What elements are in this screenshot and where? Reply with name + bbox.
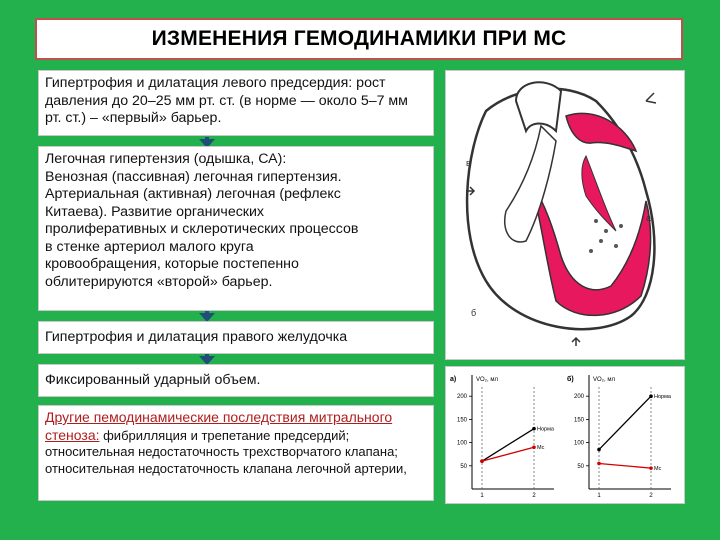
pulmonary-hypertension-box bbox=[38, 146, 434, 311]
page-title: ИЗМЕНЕНИЯ ГЕМОДИНАМИКИ ПРИ МС bbox=[151, 27, 567, 50]
chart-data-point bbox=[532, 427, 536, 431]
left-atrium-text: Гипертрофия и дилатация левого предсердия: рост давления до 20–25 мм рт. ст. (в норме — около 5–7 мм рт. ст.) – «первый» барьер. bbox=[45, 75, 408, 126]
stroke-volume-box bbox=[38, 364, 434, 397]
chart-series-label: Норма bbox=[537, 426, 554, 433]
ph-line: в стенке артериол малого круга bbox=[45, 238, 254, 255]
right-ventricle-box bbox=[38, 321, 434, 354]
ph-line: облитерируются «второй» барьер. bbox=[45, 273, 273, 290]
chart-panel-label: б) bbox=[567, 376, 574, 383]
chart-series-label: Мс bbox=[537, 445, 545, 452]
chart-y-tick-label: 200 bbox=[456, 394, 467, 401]
ph-line: Артериальная (активная) легочная (рефлекс bbox=[45, 186, 341, 202]
chart-x-tick-label: 2 bbox=[532, 493, 536, 499]
heart-illustration-panel bbox=[445, 70, 685, 360]
heart-label-b: б bbox=[471, 308, 477, 318]
chart-data-point bbox=[597, 462, 601, 466]
vo2-charts-panel bbox=[445, 366, 685, 504]
ph-line: Китаева). Развитие органических bbox=[45, 203, 265, 220]
ph-line: Венозная (пассивная) легочная гипертензия. bbox=[45, 168, 342, 185]
chart-data-point bbox=[649, 394, 653, 398]
aorta-shape bbox=[516, 82, 561, 131]
chart-y-tick-label: 150 bbox=[456, 417, 467, 424]
chart-x-tick-label: 2 bbox=[649, 493, 653, 499]
chart-data-point bbox=[532, 445, 536, 449]
vo2-charts bbox=[446, 367, 684, 503]
chart-data-point bbox=[649, 466, 653, 470]
ph-line: Легочная гипертензия (одышка, СА): bbox=[45, 151, 287, 167]
chart-series-label: Мс bbox=[654, 466, 662, 473]
chart-data-point bbox=[480, 459, 484, 463]
title-box bbox=[35, 18, 683, 60]
ph-line: кровообращения, которые постепенно bbox=[45, 256, 299, 272]
chart-y-tick-label: 100 bbox=[456, 440, 467, 447]
chart-y-axis-label: VO₂, мл bbox=[476, 377, 498, 383]
chart-y-tick-label: 100 bbox=[573, 440, 584, 447]
chart-series-line bbox=[482, 447, 534, 461]
ph-line: пролиферативных и склеротических процессов bbox=[45, 221, 359, 237]
chart-series-line bbox=[599, 463, 651, 468]
chart-series-line bbox=[482, 429, 534, 461]
heart-label-a: а bbox=[646, 213, 652, 223]
heart-label-c: в bbox=[466, 158, 471, 168]
other-consequences-box bbox=[38, 405, 434, 501]
chart-data-point bbox=[597, 448, 601, 452]
left-atrium-box bbox=[38, 70, 434, 136]
stroke-volume-text: Фиксированный ударный объем. bbox=[45, 372, 261, 388]
right-ventricle-text: Гипертрофия и дилатация правого желудочка bbox=[45, 329, 348, 345]
chart-y-axis-label: VO₂, мл bbox=[593, 377, 615, 383]
chart-series-line bbox=[599, 396, 651, 449]
chart-y-tick-label: 50 bbox=[460, 463, 467, 470]
chart-x-tick-label: 1 bbox=[597, 493, 601, 499]
chart-panel-label: а) bbox=[450, 376, 457, 383]
chart-y-tick-label: 200 bbox=[573, 394, 584, 401]
chart-y-tick-label: 150 bbox=[573, 417, 584, 424]
heart-illustration bbox=[446, 71, 684, 359]
chart-x-tick-label: 1 bbox=[480, 493, 484, 499]
other-consequences-text: фибрилляция и трепетание предсердий; относительная недостаточность трехстворчатого клапана; относительная недостаточность клапана легочной артерии, bbox=[45, 427, 407, 476]
other-consequences-heading: Другие пемодинамические последствия митрального стеноза: bbox=[45, 409, 393, 443]
chart-y-tick-label: 50 bbox=[577, 463, 584, 470]
chart-series-label: Норма bbox=[654, 394, 671, 401]
